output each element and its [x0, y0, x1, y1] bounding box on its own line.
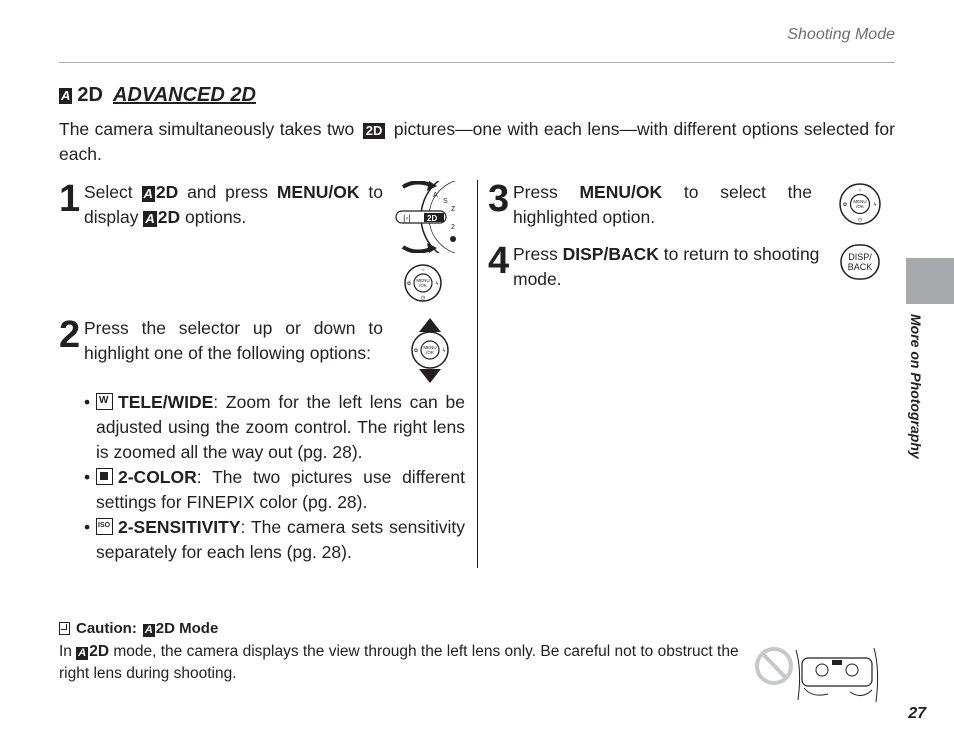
menu-ok-button-icon — [836, 182, 884, 226]
step-3-text: Press MENU/OK to select the highlighted option. — [513, 182, 812, 227]
svg-text:MENU: MENU — [853, 199, 867, 204]
svg-text:MENU: MENU — [416, 278, 430, 283]
advanced-mode-icon: A — [145, 211, 155, 226]
svg-text:Z: Z — [451, 206, 456, 213]
step-2-text: Press the selector up or down to highlight one of the following options: — [84, 318, 383, 363]
svg-text:☼: ☼ — [420, 267, 426, 273]
disp-back-button-icon — [840, 244, 880, 280]
svg-text:✿: ✿ — [413, 348, 419, 354]
advanced-mode-icon: A — [61, 87, 71, 103]
intro-paragraph: The camera simultaneously takes two 2D pictures—one with each lens—with different options selected for each. — [59, 119, 895, 164]
step-2-number: 2 — [59, 314, 81, 356]
mode-dial-icon — [393, 181, 467, 253]
step-3-number: 3 — [488, 178, 510, 220]
svg-text:✿: ✿ — [842, 202, 848, 208]
svg-text:/OK: /OK — [856, 204, 864, 209]
color-icon — [96, 468, 113, 485]
svg-text:☼: ☼ — [857, 187, 863, 193]
caution-heading: Caution: A 2D Mode — [59, 620, 218, 637]
selector-button-icon — [404, 264, 442, 302]
svg-text:/OK: /OK — [419, 283, 427, 288]
svg-text:/OK: /OK — [426, 350, 434, 355]
option-2-sensitivity: • ISO 2-SENSITIVITY: The camera sets sensitivity separately for each lens (pg. 28). — [84, 517, 465, 562]
section-title — [59, 84, 256, 107]
side-tab — [906, 258, 954, 304]
tele-wide-icon: W — [96, 393, 113, 410]
option-2-color: • 2-COLOR: The two pictures use different settings for FINEPIX color (pg. 28). — [84, 467, 465, 512]
title-prefix: 2D — [77, 84, 103, 106]
column-divider — [477, 180, 478, 568]
2d-badge-icon: 2D — [363, 123, 386, 139]
svg-text:✿: ✿ — [406, 281, 412, 287]
svg-text:2: 2 — [451, 224, 455, 231]
svg-text:DISP/: DISP/ — [848, 252, 872, 262]
step-4-text: Press DISP/BACK to return to shooting mode. — [513, 244, 820, 289]
svg-text:|◦|: |◦| — [403, 213, 411, 223]
title-text: ADVANCED 2D — [112, 84, 256, 106]
camera-hands-illustration — [752, 640, 884, 706]
svg-text:ϟ: ϟ — [873, 202, 877, 208]
running-head: Shooting Mode — [787, 26, 895, 43]
iso-icon: ISO — [96, 518, 113, 535]
advanced-mode-icon: A — [143, 186, 153, 201]
svg-text:◷: ◷ — [420, 295, 426, 301]
step-1-text: Select A 2D and press MENU/OK to display A 2D options. — [84, 182, 383, 227]
caution-icon — [59, 622, 70, 635]
svg-text:A: A — [433, 192, 438, 199]
step-4-number: 4 — [488, 240, 510, 282]
option-tele-wide: • W TELE/WIDE: Zoom for the left lens can be adjusted using the zoom control. The right lens is zoomed all the way out (pg. 28). — [84, 392, 465, 462]
selector-up-down-icon — [406, 318, 454, 383]
svg-text:S: S — [443, 198, 448, 205]
svg-text:ϟ: ϟ — [435, 281, 439, 287]
caution-text: In A 2D mode, the camera displays the view through the left lens only. Be careful not to obstruct the right lens during shooting. — [59, 643, 739, 682]
svg-text:2D: 2D — [427, 214, 438, 223]
svg-text:MENU: MENU — [423, 345, 437, 350]
svg-text:BACK: BACK — [847, 262, 873, 272]
side-tab-label: More on Photography — [908, 314, 924, 459]
options-list — [59, 390, 465, 565]
svg-text:◷: ◷ — [857, 217, 863, 223]
header-rule — [59, 62, 895, 63]
svg-text:ϟ: ϟ — [442, 348, 446, 354]
page-number: 27 — [908, 705, 926, 722]
step-1-number: 1 — [59, 178, 81, 220]
